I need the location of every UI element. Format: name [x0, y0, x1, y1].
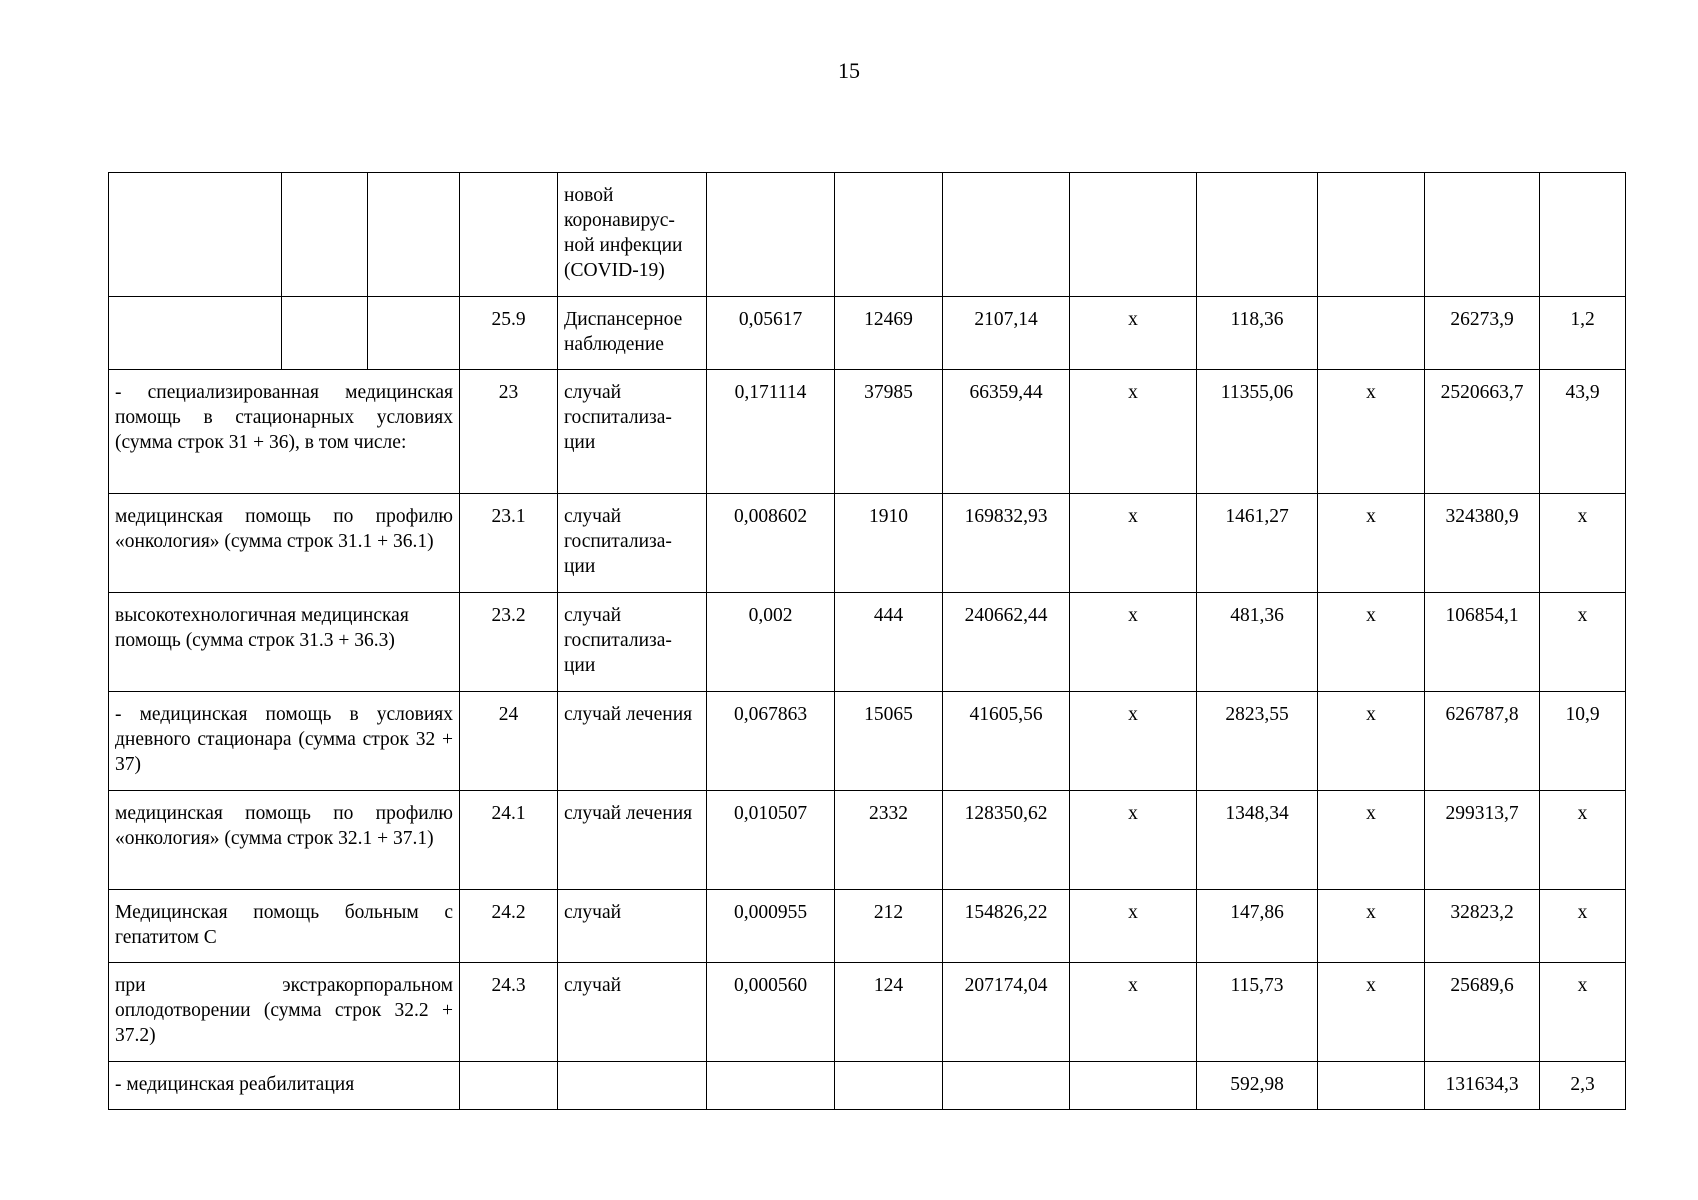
value-cell: х [1070, 297, 1197, 370]
value-cell: 0,000955 [707, 890, 835, 963]
value-cell: х [1540, 494, 1626, 593]
value-cell: 240662,44 [943, 593, 1070, 692]
value-cell: х [1070, 692, 1197, 791]
value-cell [835, 1062, 943, 1110]
value-cell: 481,36 [1197, 593, 1318, 692]
value-cell: 1461,27 [1197, 494, 1318, 593]
value-cell: 212 [835, 890, 943, 963]
value-cell [707, 1062, 835, 1110]
value-cell: х [1070, 370, 1197, 494]
value-cell: х [1318, 692, 1425, 791]
unit-cell: случай лечения [558, 791, 707, 890]
value-cell: 1,2 [1540, 297, 1626, 370]
value-cell: 0,171114 [707, 370, 835, 494]
unit-cell: Диспансерное наблюдение [558, 297, 707, 370]
table-row [109, 890, 1626, 963]
row-code: 24 [460, 692, 558, 791]
unit-cell: случай госпитализа-ции [558, 370, 707, 494]
unit-cell [558, 1062, 707, 1110]
empty-cell [282, 297, 368, 370]
value-cell: 128350,62 [943, 791, 1070, 890]
table-row [109, 593, 1626, 692]
value-cell: х [1318, 593, 1425, 692]
value-cell [1425, 173, 1540, 297]
value-cell: 43,9 [1540, 370, 1626, 494]
value-cell: х [1070, 890, 1197, 963]
value-cell: х [1070, 791, 1197, 890]
value-cell: 207174,04 [943, 963, 1070, 1062]
unit-cell: новой коронавирус-ной инфекции (COVID-19) [558, 173, 707, 297]
row-code [460, 173, 558, 297]
value-cell: 299313,7 [1425, 791, 1540, 890]
unit-cell: случай госпитализа-ции [558, 494, 707, 593]
row-code: 23.2 [460, 593, 558, 692]
value-cell: х [1070, 593, 1197, 692]
empty-cell [368, 297, 460, 370]
value-cell: 11355,06 [1197, 370, 1318, 494]
value-cell [1318, 173, 1425, 297]
table-row [109, 297, 1626, 370]
value-cell [1070, 1062, 1197, 1110]
value-cell: 66359,44 [943, 370, 1070, 494]
row-code: 24.2 [460, 890, 558, 963]
row-label: при экстракорпоральном оплодотворении (сумма строк 32.2 + 37.2) [109, 963, 460, 1062]
value-cell: 2823,55 [1197, 692, 1318, 791]
value-cell: 2332 [835, 791, 943, 890]
row-code: 23.1 [460, 494, 558, 593]
row-code: 23 [460, 370, 558, 494]
row-label: высокотехнологичная медицинская помощь (сумма строк 31.3 + 36.3) [109, 593, 460, 692]
value-cell: 444 [835, 593, 943, 692]
unit-cell: случай [558, 963, 707, 1062]
empty-cell [282, 173, 368, 297]
value-cell: 37985 [835, 370, 943, 494]
empty-cell [109, 297, 282, 370]
value-cell [707, 173, 835, 297]
value-cell: 0,002 [707, 593, 835, 692]
value-cell [1318, 1062, 1425, 1110]
value-cell: 0,000560 [707, 963, 835, 1062]
table-row [109, 963, 1626, 1062]
unit-cell: случай лечения [558, 692, 707, 791]
table-row [109, 173, 1626, 297]
page-number: 15 [838, 58, 860, 83]
value-cell: 25689,6 [1425, 963, 1540, 1062]
value-cell: 154826,22 [943, 890, 1070, 963]
value-cell: х [1540, 593, 1626, 692]
value-cell: х [1540, 791, 1626, 890]
value-cell: х [1540, 963, 1626, 1062]
row-code: 25.9 [460, 297, 558, 370]
value-cell: 12469 [835, 297, 943, 370]
value-cell [943, 173, 1070, 297]
value-cell: 1910 [835, 494, 943, 593]
value-cell: 106854,1 [1425, 593, 1540, 692]
row-label: медицинская помощь по профилю «онкология» (сумма строк 32.1 + 37.1) [109, 791, 460, 890]
value-cell: х [1070, 494, 1197, 593]
value-cell: 626787,8 [1425, 692, 1540, 791]
unit-cell: случай [558, 890, 707, 963]
value-cell: х [1318, 791, 1425, 890]
value-cell: 0,05617 [707, 297, 835, 370]
row-label: - специализированная медицинская помощь в стационарных условиях (сумма строк 31 + 36), в том числе: [109, 370, 460, 494]
row-label: - медицинская реабилитация [109, 1062, 460, 1110]
value-cell: 32823,2 [1425, 890, 1540, 963]
unit-cell: случай госпитализа-ции [558, 593, 707, 692]
value-cell: 41605,56 [943, 692, 1070, 791]
row-label: - медицинская помощь в условиях дневного стационара (сумма строк 32 + 37) [109, 692, 460, 791]
value-cell: 2520663,7 [1425, 370, 1540, 494]
value-cell: х [1318, 494, 1425, 593]
table-row [109, 692, 1626, 791]
value-cell: 10,9 [1540, 692, 1626, 791]
row-label: медицинская помощь по профилю «онкология» (сумма строк 31.1 + 36.1) [109, 494, 460, 593]
table-row [109, 370, 1626, 494]
value-cell: 0,008602 [707, 494, 835, 593]
empty-cell [368, 173, 460, 297]
value-cell [1318, 297, 1425, 370]
value-cell: х [1318, 963, 1425, 1062]
value-cell: 118,36 [1197, 297, 1318, 370]
value-cell: 15065 [835, 692, 943, 791]
row-code: 24.3 [460, 963, 558, 1062]
value-cell: 0,010507 [707, 791, 835, 890]
value-cell: 1348,34 [1197, 791, 1318, 890]
value-cell: х [1540, 890, 1626, 963]
value-cell: х [1318, 370, 1425, 494]
row-code [460, 1062, 558, 1110]
table-row [109, 1062, 1626, 1110]
value-cell: х [1318, 890, 1425, 963]
row-code: 24.1 [460, 791, 558, 890]
value-cell: 0,067863 [707, 692, 835, 791]
value-cell: 147,86 [1197, 890, 1318, 963]
value-cell: 169832,93 [943, 494, 1070, 593]
value-cell: 115,73 [1197, 963, 1318, 1062]
value-cell: 2107,14 [943, 297, 1070, 370]
value-cell: 592,98 [1197, 1062, 1318, 1110]
empty-cell [109, 173, 282, 297]
value-cell: х [1070, 963, 1197, 1062]
value-cell: 2,3 [1540, 1062, 1626, 1110]
row-label: Медицинская помощь больным с гепатитом С [109, 890, 460, 963]
value-cell [943, 1062, 1070, 1110]
value-cell: 324380,9 [1425, 494, 1540, 593]
value-cell [1540, 173, 1626, 297]
value-cell: 131634,3 [1425, 1062, 1540, 1110]
value-cell: 26273,9 [1425, 297, 1540, 370]
value-cell [1197, 173, 1318, 297]
value-cell [1070, 173, 1197, 297]
table-row [109, 791, 1626, 890]
value-cell: 124 [835, 963, 943, 1062]
table-row [109, 494, 1626, 593]
value-cell [835, 173, 943, 297]
financing-table [108, 172, 1626, 1110]
